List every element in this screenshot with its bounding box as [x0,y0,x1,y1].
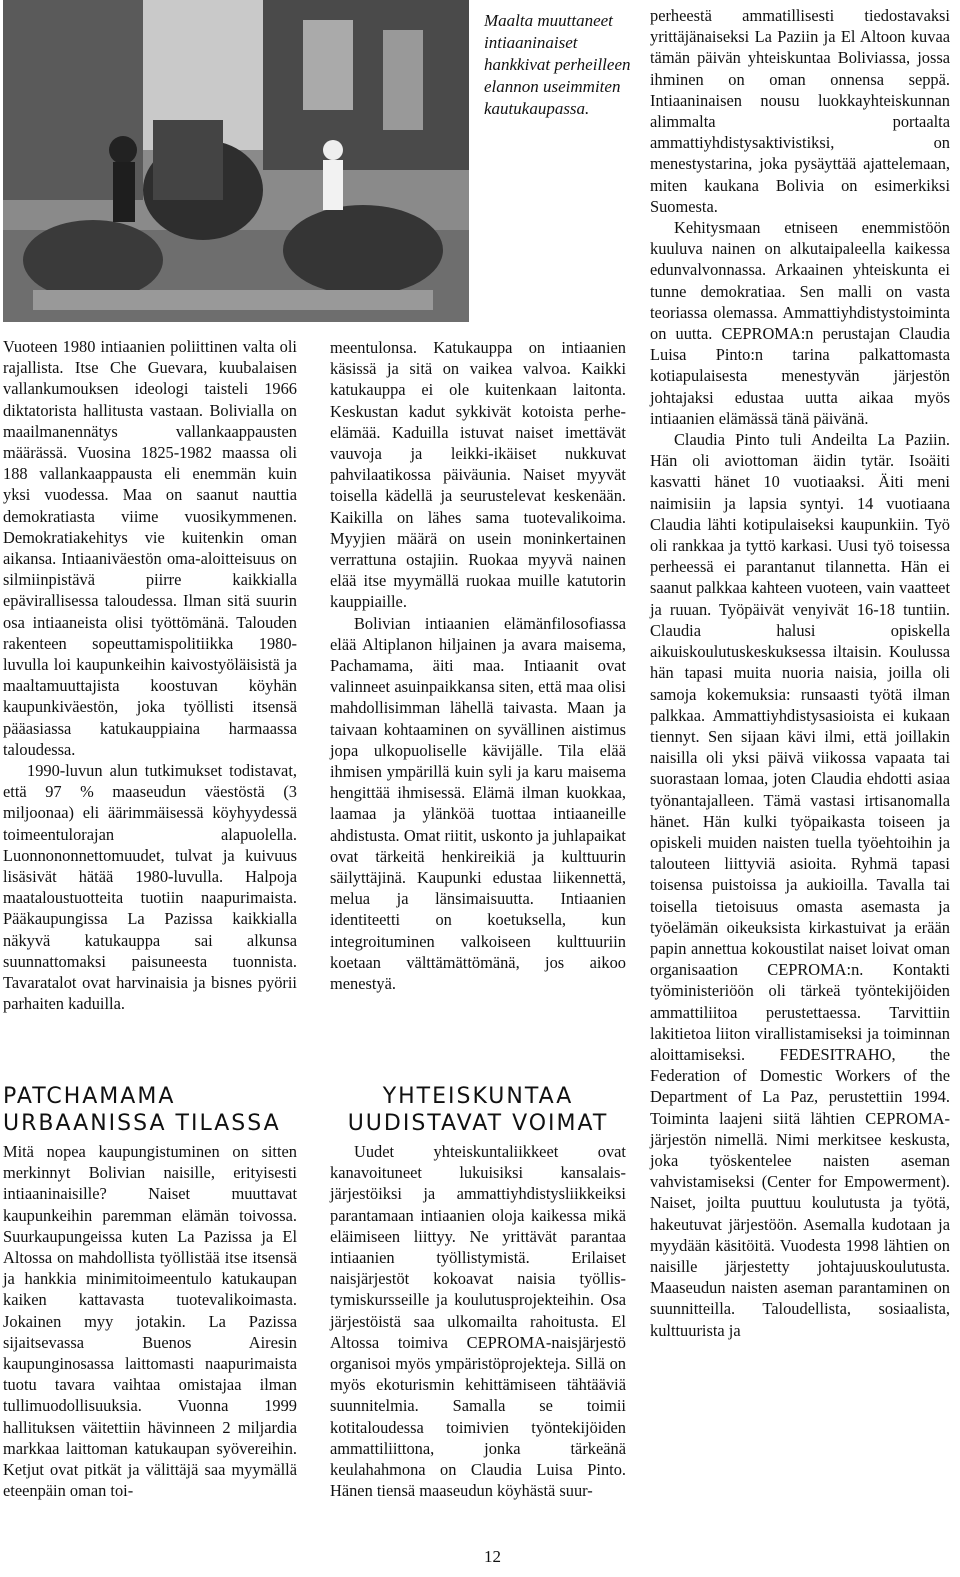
heading-line: URBAANISSA TILASSA [3,1111,281,1136]
section-heading [330,1083,626,1137]
paragraph: Bolivian intiaanien elämänfilosofiassa elää Altiplanon hiljainen ja avara maisema, Pachamama, äiti maa. Intiaanit ovat valinneet asuinpaikkansa siten, että maa olisi mahdollisimman lähellä taivasta. Maan ja taivaan kohtaaminen on syvällinen aistimus jopa ulkopuoliselle kävijälle. Tila elää ihmisen ympärillä kuin syli ja karu maisema hengittää ihmisessä. Elämä ilman kuokkaa, laamaa ja ylänköä tuottaa intiaaneille ahdistusta. Omat riitit, uskonto ja juhlapaikat ovat tärkeitä henkireikiä ja kulttuurin säilyttäjinä. Kaupunki edustaa liikennettä, melua ja länsimaisuutta. Intiaanien identiteetti on koetuksella, kun integroituminen valkoiseen kulttuuriin koetaan välttämättömänä, jos aikoo menestyä. [330,613,626,994]
paragraph: 1990-luvun alun tutkimukset todistavat, että 97 % maaseudun väestöstä (3 miljoonaa) eli äärimmäisessä köyhyydessä toimeentulorajan alapuolella. Luonnononnettomuudet, tulvat ja kuivuus lisäsivät hätää 1980-luvulla. Halpoja maataloustuotteita tuotiin naapurimaista. Pääkaupungissa La Pazissa kaikkialla näkyvä katukauppa sai alkunsa suunnattomaksi paisuneesta tuonnista. Tavaratalot ovat harvinaisia ja bisnes pyörii parhaiten kaduilla. [3,761,297,1014]
paragraph: perheestä ammatillisesti tiedostavaksi yrittäjänaiseksi La Paziin ja El Altoon kuvaa tämän päivän yhteiskuntaa Boliviassa, jossa ihminen on oman onnensa seppä. Intiaaninaisen nousu luokkayhteiskunnan alimmalta portaalta ammattiyhdistysaktivistiksi, on menestystarina, joka pysäyttää ajattelemaan, miten kaukana Bolivia on esimerkiksi Suomesta. [650,6,950,216]
column-2 [330,337,626,994]
section-yhteiskuntaa [330,1083,626,1501]
section-patchamama [3,1083,297,1501]
page-number: 12 [484,1547,501,1566]
paragraph: meentulonsa. Katukauppa on intiaanien käsissä ja sitä on vaikea valvoa. Kaikki katukauppa ei ole kuitenkaan laitonta. Keskustan kadut sykkivät kotoista perhe-elämää. Kaduilla istuvat naiset imettävät vauvoja ja leikki-ikäiset nukkuvat pahvilaatikossa päiväunia. Naiset myyvät toisella kädellä ja seurustelevat keskenään. Kaikilla on lähes sama tuotevalikoima. Myyjien määrä on usein moninkertainen verrattuna ostajiin. Ruokaa myyvä nainen elää itse myymällä ruokaa muille katutorin kauppiaille. [330,338,626,612]
market-photo-icon [3,0,469,322]
market-photo [3,0,469,322]
column-1 [3,336,297,1015]
section-heading [3,1083,297,1137]
paragraph: Uudet yhteiskuntaliikkeet ovat kanavoituneet lukuisiksi kansalais-järjestöiksi ja ammattiyhdistysliikkeiksi parantamaan intiaanien oloja kaikessa mikä eläimiseen liittyy. Ne yrittävät parantaa intiaanien työllistymistä. Erilaiset naisjärjestöt kokoavat naisia työllis-tymiskursseille ja koulutusprojekteihin. Osa järjestöistä saa ulkomailta rahoitusta. El Altossa toimiva CEPROMA-naisjärjestö organisoi myös ympäristöprojekteja. Sillä on myös ekoturismin kehittämiseen tähtääviä suunnitelmia. Samalla se toimii kotitaloudessa toimivien työntekijöiden ammattiliittona, jonka tärkeänä keulahahmona on Claudia Luisa Pinto. Hänen tiensä maaseudun köyhästä suur- [330,1142,626,1501]
heading-line: UUDISTAVAT VOIMAT [347,1111,609,1136]
photo-caption: Maalta muuttaneet intiaaninaiset hankkivat perheilleen elannon useimmiten kautukaupassa. [484,11,631,118]
heading-line: YHTEISKUNTAA [382,1084,574,1109]
paragraph: Mitä nopea kaupungistuminen on sitten merkinnyt Bolivian naisille, erityisesti intiaaninaisille? Naiset muuttavat kaupunkeihin paremman elämän toivossa. Suurkaupungeissa kuten La Pazissa ja El Altossa on mahdollista työllistää itse itsensä ja hankkia minimitoimeentulo katukaupan kaiken kattavasta tuotevalikoimasta. Jokainen myy jotakin. La Pazissa sijaitsevassa Buenos Airesin kaupunginosassa laittomasti naapurimaista tuotu tavara vaihtaa omistajaa ilman tullimuodollisuuksia. Vuonna 1999 hallituksen väitettiin hävinneen 2 miljardia markkaa laittoman katukaupan syövereihin. Ketjut ovat pitkät ja välittäjä saa myymällä eteenpäin oman toi- [3,1142,297,1501]
paragraph: Claudia Pinto tuli Andeilta La Paziin. Hän oli aviottoman äidin tytär. Isoäiti kasvatti hänet 10 vuotiaaksi. Äiti meni naimisiin ja lapsia syntyi. 14 vuotiaana Claudia lähti kotipulaiseksi kaupunkiin. Työ oli rankkaa ja tyttö karkasi. Uusi työ toisessa perheessä ei parantanut tilannetta. Hän ei saanut palkkaa kahteen vuoteen, vain vaatteet ja ruuan. Työpäivät venyivät 16-18 tuntiin. Claudia halusi opiskella aikuiskoulutuskeskuksessa iltaisin. Koulussa hän tapasi muita nuoria naisia, joilla oli samoja kokemuksia: runsaasti työtä ilman palkkaa. Ammattiyhdistysasioista ei kukaan tiennyt. Sen sijaan kävi ilmi, että joillakin naisilla oli yksi päivä viikossa vapaata tai suorastaan lomaa, joten Claudia ehdotti asiaa työnantajalleen. Tämä vastasi irtisanomalla hänet. Hän kulki työpaikasta toiseen ja opiskeli muiden naisten tuella työehtoihin ja talouteen liittyviä asioita. Ryhmä tapasi toisensa puistoissa ja aukioilla. Tavalla tai toisella tietoisuus omasta asemasta ja työelämän oikeuksista kirkastuivat ja erään papin annettua kokoustilat naiset loivat oman organisaation CEPROMA:n. Kontakti työministeriöön oli tärkeä työntekijöiden ammattiliitoa perustettaessa. Tarvittiin lakitietoa liiton virallistamiseksi ja toiminnan aloittamiseksi. FEDESITRAHO, the Federation of Domestic Workers of the Department of La Paz, perustettiin 1994. Toiminta laajeni siitä lähtien CEPROMA-järjestön nimellä. Nimi merkitsee keskusta, joka työskentelee naisten aseman vahvistamiseksi (Center for Empowerment). Naiset, joilta puuttuu koulutusta ja työtä, hakeutuvat järjestöön. Asemalla kudotaan ja myydään käsitöitä. Vuodesta 1998 lähtien on naisille järjestetty johtajuuskoulutusta. Maaseudun naisten aseman parantaminen on suunnitteilla. Taloudellista, sosiaalista, kulttuurista ja [650,430,950,1340]
paragraph: Kehitysmaan etniseen enemmistöön kuuluva nainen on alkutaipaleella kaikessa edunvalvonnassa. Arkaainen yhteiskunta ei tunne demokratiaa. Sen malli on vasta teoriassa olemassa. Ammattiyhdistystoiminta on uutta. CEPROMA:n perustajan Claudia Luisa Pinto:n tarina palkattomasta kotiapulaisesta menestyvän järjestön johtajaksi edustaa uutta aikaa myös intiaanien elämässä tänä päivänä. [650,218,950,428]
heading-line: PATCHAMAMA [3,1084,176,1109]
paragraph: Vuoteen 1980 intiaanien poliittinen valta oli rajallista. Itse Che Guevara, kuubalaisen vallankumouksen ideologi taisteli 1966 diktatorista hallitusta vastaan. Bolivialla on maailmanennätys vallankaappausten määrässä. Vuosina 1825-1982 maassa oli 188 vallankaappausta eli enemmän kuin yksi vuodessa. Maa on saanut nauttia demokratiasta viime vuosikymmenen. Demokratiakehitys vie kuitenkin oman aikansa. Intiaaniväestön oma-aloitteisuus on silmiinpistävä piirre kaikkialla epävirallisessa taloudessa. Ilman sitä suurin osa intiaaneista olisi työttömänä. Talouden rakenteen sopeuttamispolitiikka 1980-luvulla loi kaupunkeihin kaivostyöläisistä ja maaltamuuttajista koostuvan köyhän kaupunkiväestön, joka työllisti itsensä pääasiassa katukauppiaina harmaassa taloudessa. [3,337,297,759]
column-3 [650,5,950,1341]
